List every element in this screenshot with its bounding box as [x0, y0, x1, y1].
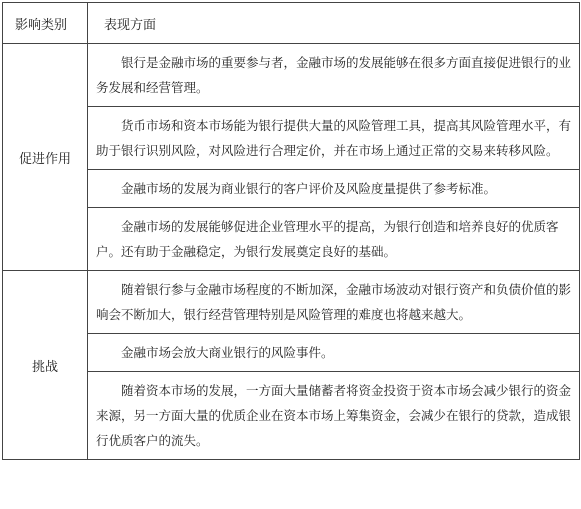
table-row — [3, 44, 580, 107]
table-row — [3, 334, 580, 372]
table-cell — [88, 107, 580, 170]
table-cell — [88, 44, 580, 107]
cell-text: 货币市场和资本市场能为银行提供大量的风险管理工具，提高其风险管理水平，有助于银行识别风险，对风险进行合理定价，并在市场上通过正常的交易来转移风险。 — [96, 118, 572, 158]
table-cell — [88, 170, 580, 208]
cell-text: 金融市场会放大商业银行的风险事件。 — [121, 345, 334, 360]
table-row — [3, 271, 580, 334]
cell-text: 金融市场的发展为商业银行的客户评价及风险度量提供了参考标准。 — [121, 181, 497, 196]
table-row — [3, 208, 580, 271]
table-cell — [88, 372, 580, 460]
cell-text: 随着银行参与金融市场程度的不断加深，金融市场波动对银行资产和负债价值的影响会不断加大，银行经营管理特别是风险管理的难度也将越来越大。 — [96, 282, 572, 322]
table-cell — [88, 271, 580, 334]
header-category: 影响类别 — [3, 3, 88, 44]
category-promote: 促进作用 — [3, 44, 88, 271]
table-row — [3, 170, 580, 208]
impact-table — [2, 2, 580, 460]
header-row — [3, 3, 580, 44]
cell-text: 金融市场的发展能够促进企业管理水平的提高，为银行创造和培养良好的优质客户。还有助于金融稳定，为银行发展奠定良好的基础。 — [96, 219, 559, 259]
table-cell — [88, 208, 580, 271]
table-row — [3, 372, 580, 460]
header-aspect: 表现方面 — [88, 3, 580, 44]
cell-text: 银行是金融市场的重要参与者，金融市场的发展能够在很多方面直接促进银行的业务发展和经营管理。 — [96, 55, 572, 95]
table-row — [3, 107, 580, 170]
category-challenge: 挑战 — [3, 271, 88, 460]
table-cell — [88, 334, 580, 372]
cell-text: 随着资本市场的发展，一方面大量储蓄者将资金投资于资本市场会减少银行的资金来源，另一方面大量的优质企业在资本市场上筹集资金，会减少在银行的贷款，造成银行优质客户的流失。 — [96, 383, 572, 448]
